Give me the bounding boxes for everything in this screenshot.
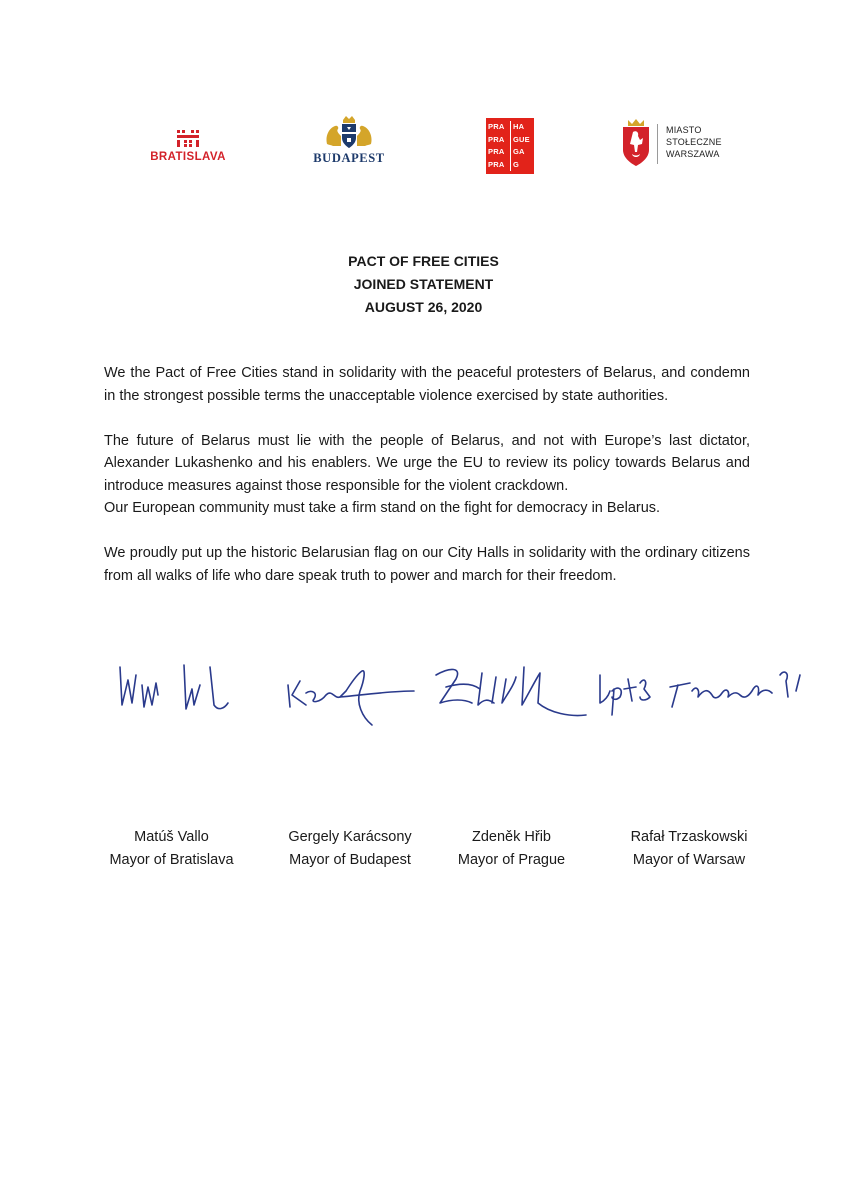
prague-logo-text: PRA [488,159,505,169]
signature-hrib [436,667,586,716]
paragraph-community: Our European community must take a firm stand on the fight for democracy in Belarus. [104,500,661,516]
signature-trzaskowski [600,672,800,715]
warsaw-wordmark-line: WARSZAWA [666,149,720,159]
statement-body [104,362,750,610]
signer-title: Mayor of Prague [457,851,566,868]
signature-vallo [120,665,228,709]
signer-block [84,826,784,876]
prague-logo-text: GA [510,146,532,159]
warsaw-logo [619,118,739,168]
statement-heading [0,250,847,319]
signer-trzaskowski [604,826,774,871]
bratislava-castle-icon [176,128,200,148]
warsaw-wordmark-line: MIASTO [666,125,702,135]
paragraph-future: The future of Belarus must lie with the people of Belarus, and not with Europe’s last dictator, Alexander Lukashenko and his enablers. We urge the EU to review its policy towards Belarus and introduce measures against those responsible for the violent crackdown. [104,432,750,494]
prague-logo-text: PRA [488,147,505,156]
budapest-coat-of-arms-icon [321,114,377,150]
warsaw-logo-divider [657,124,658,164]
signatures [100,645,820,735]
bratislava-wordmark: BRATISLAVA [150,151,226,163]
warsaw-coat-of-arms-icon [619,118,653,168]
budapest-wordmark: BUDAPEST [313,151,385,165]
prague-logo [486,118,534,174]
prague-logo-text: GUE [510,134,532,147]
signer-vallo [84,826,259,871]
prague-logo-text: PRA [488,122,505,131]
paragraph-solidarity: We the Pact of Free Cities stand in solidarity with the peaceful protesters of Belarus, and condemn in the strongest possible terms the unacceptable violence exercised by state authorities. [104,365,750,404]
signer-hrib [439,826,584,871]
signer-name: Rafał Trzaskowski [630,829,748,845]
bratislava-logo [138,128,238,163]
signer-name: Gergely Karácsony [288,829,412,845]
signer-title: Mayor of Bratislava [109,851,234,868]
budapest-logo [303,114,395,166]
signature-karacsony [288,671,414,725]
heading-subtitle: JOINED STATEMENT [353,276,494,292]
signer-karacsony [266,826,434,871]
signer-name: Zdeněk Hřib [472,829,551,845]
heading-title: PACT OF FREE CITIES [348,253,499,269]
signer-name: Matúš Vallo [134,829,209,845]
signer-title: Mayor of Warsaw [632,851,746,868]
warsaw-wordmark-line: STOŁECZNE [666,137,722,147]
prague-logo-text: G [510,159,532,172]
paragraph-flag: We proudly put up the historic Belarusian flag on our City Halls in solidarity with the ordinary citizens from all walks of life who dare speak truth to power and march for their freedom. [104,545,750,584]
signer-title: Mayor of Budapest [289,851,411,868]
prague-logo-text: PRA [488,134,505,144]
city-logos [0,110,847,180]
warsaw-wordmark [666,124,722,160]
heading-date: AUGUST 26, 2020 [364,299,483,315]
prague-logo-text: HA [510,121,532,134]
